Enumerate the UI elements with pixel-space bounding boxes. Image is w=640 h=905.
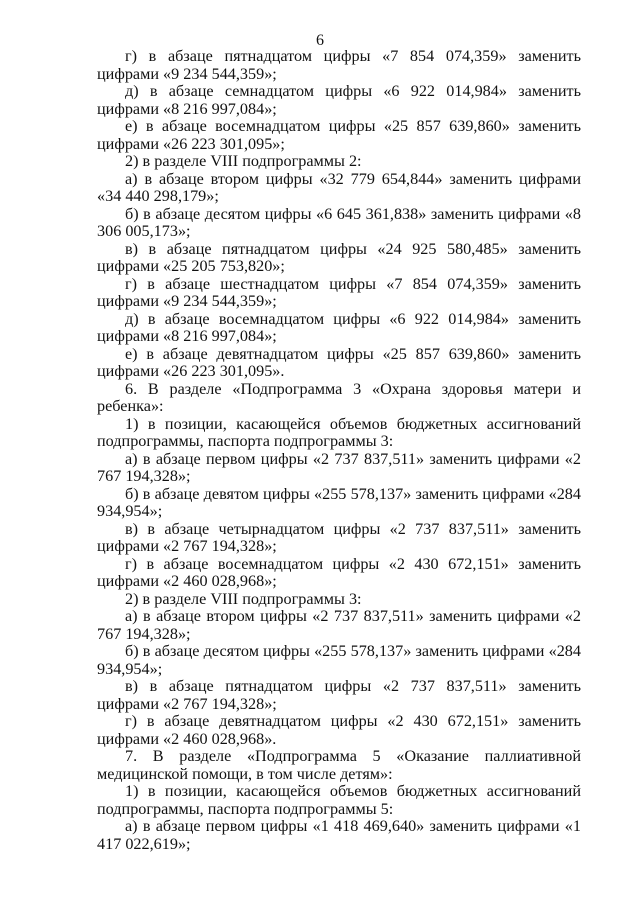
paragraph: 2) в разделе VIII подпрограммы 2: [125,152,362,170]
page-number: 6 [316,32,324,49]
paragraph: б) в абзаце десятом цифры «6 645 361,838» заменить цифрами «8 306 005,173»; [97,204,581,240]
paragraph: д) в абзаце восемнадцатом цифры «6 922 014,984» заменить цифрами «8 216 997,084»; [97,309,581,345]
section-heading: 7. В разделе «Подпрограмма 5 «Оказание паллиативной медицинской помощи, в том числе детям»: [97,747,581,783]
paragraph: в) в абзаце четырнадцатом цифры «2 737 837,511» заменить цифрами «2 767 194,328»; [97,519,581,555]
paragraph: а) в абзаце втором цифры «2 737 837,511» заменить цифрами «2 767 194,328»; [97,607,581,643]
paragraph: г) в абзаце восемнадцатом цифры «2 430 672,151» заменить цифрами «2 460 028,968»; [97,554,581,590]
document-body [97,48,581,853]
paragraph: а) в абзаце первом цифры «1 418 469,640» заменить цифрами «1 417 022,619»; [97,817,581,853]
paragraph: б) в абзаце десятом цифры «255 578,137» заменить цифрами «284 934,954»; [97,642,581,678]
paragraph: д) в абзаце семнадцатом цифры «6 922 014,984» заменить цифрами «8 216 997,084»; [97,82,581,118]
section-heading: 6. В разделе «Подпрограмма 3 «Охрана здоровья матери и ребенка»: [97,379,581,415]
paragraph: е) в абзаце восемнадцатом цифры «25 857 639,860» заменить цифрами «26 223 301,095»; [97,117,581,153]
paragraph: е) в абзаце девятнадцатом цифры «25 857 639,860» заменить цифрами «26 223 301,095». [97,344,581,380]
paragraph: в) в абзаце пятнадцатом цифры «24 925 580,485» заменить цифрами «25 205 753,820»; [97,239,581,275]
paragraph: г) в абзаце шестнадцатом цифры «7 854 074,359» заменить цифрами «9 234 544,359»; [97,274,581,310]
paragraph: 2) в разделе VIII подпрограммы 3: [125,589,362,608]
paragraph: в) в абзаце пятнадцатом цифры «2 737 837,511» заменить цифрами «2 767 194,328»; [97,677,581,713]
paragraph: а) в абзаце первом цифры «2 737 837,511» заменить цифрами «2 767 194,328»; [97,449,581,485]
paragraph: 1) в позиции, касающейся объемов бюджетных ассигнований подпрограммы, паспорта подпрограммы 5: [97,782,581,818]
paragraph: а) в абзаце втором цифры «32 779 654,844» заменить цифрами «34 440 298,179»; [97,169,581,205]
paragraph: г) в абзаце пятнадцатом цифры «7 854 074,359» заменить цифрами «9 234 544,359»; [97,47,581,83]
paragraph: 1) в позиции, касающейся объемов бюджетных ассигнований подпрограммы, паспорта подпрограммы 3: [97,414,581,450]
paragraph: б) в абзаце девятом цифры «255 578,137» заменить цифрами «284 934,954»; [97,484,581,520]
paragraph: г) в абзаце девятнадцатом цифры «2 430 672,151» заменить цифрами «2 460 028,968». [97,712,581,748]
